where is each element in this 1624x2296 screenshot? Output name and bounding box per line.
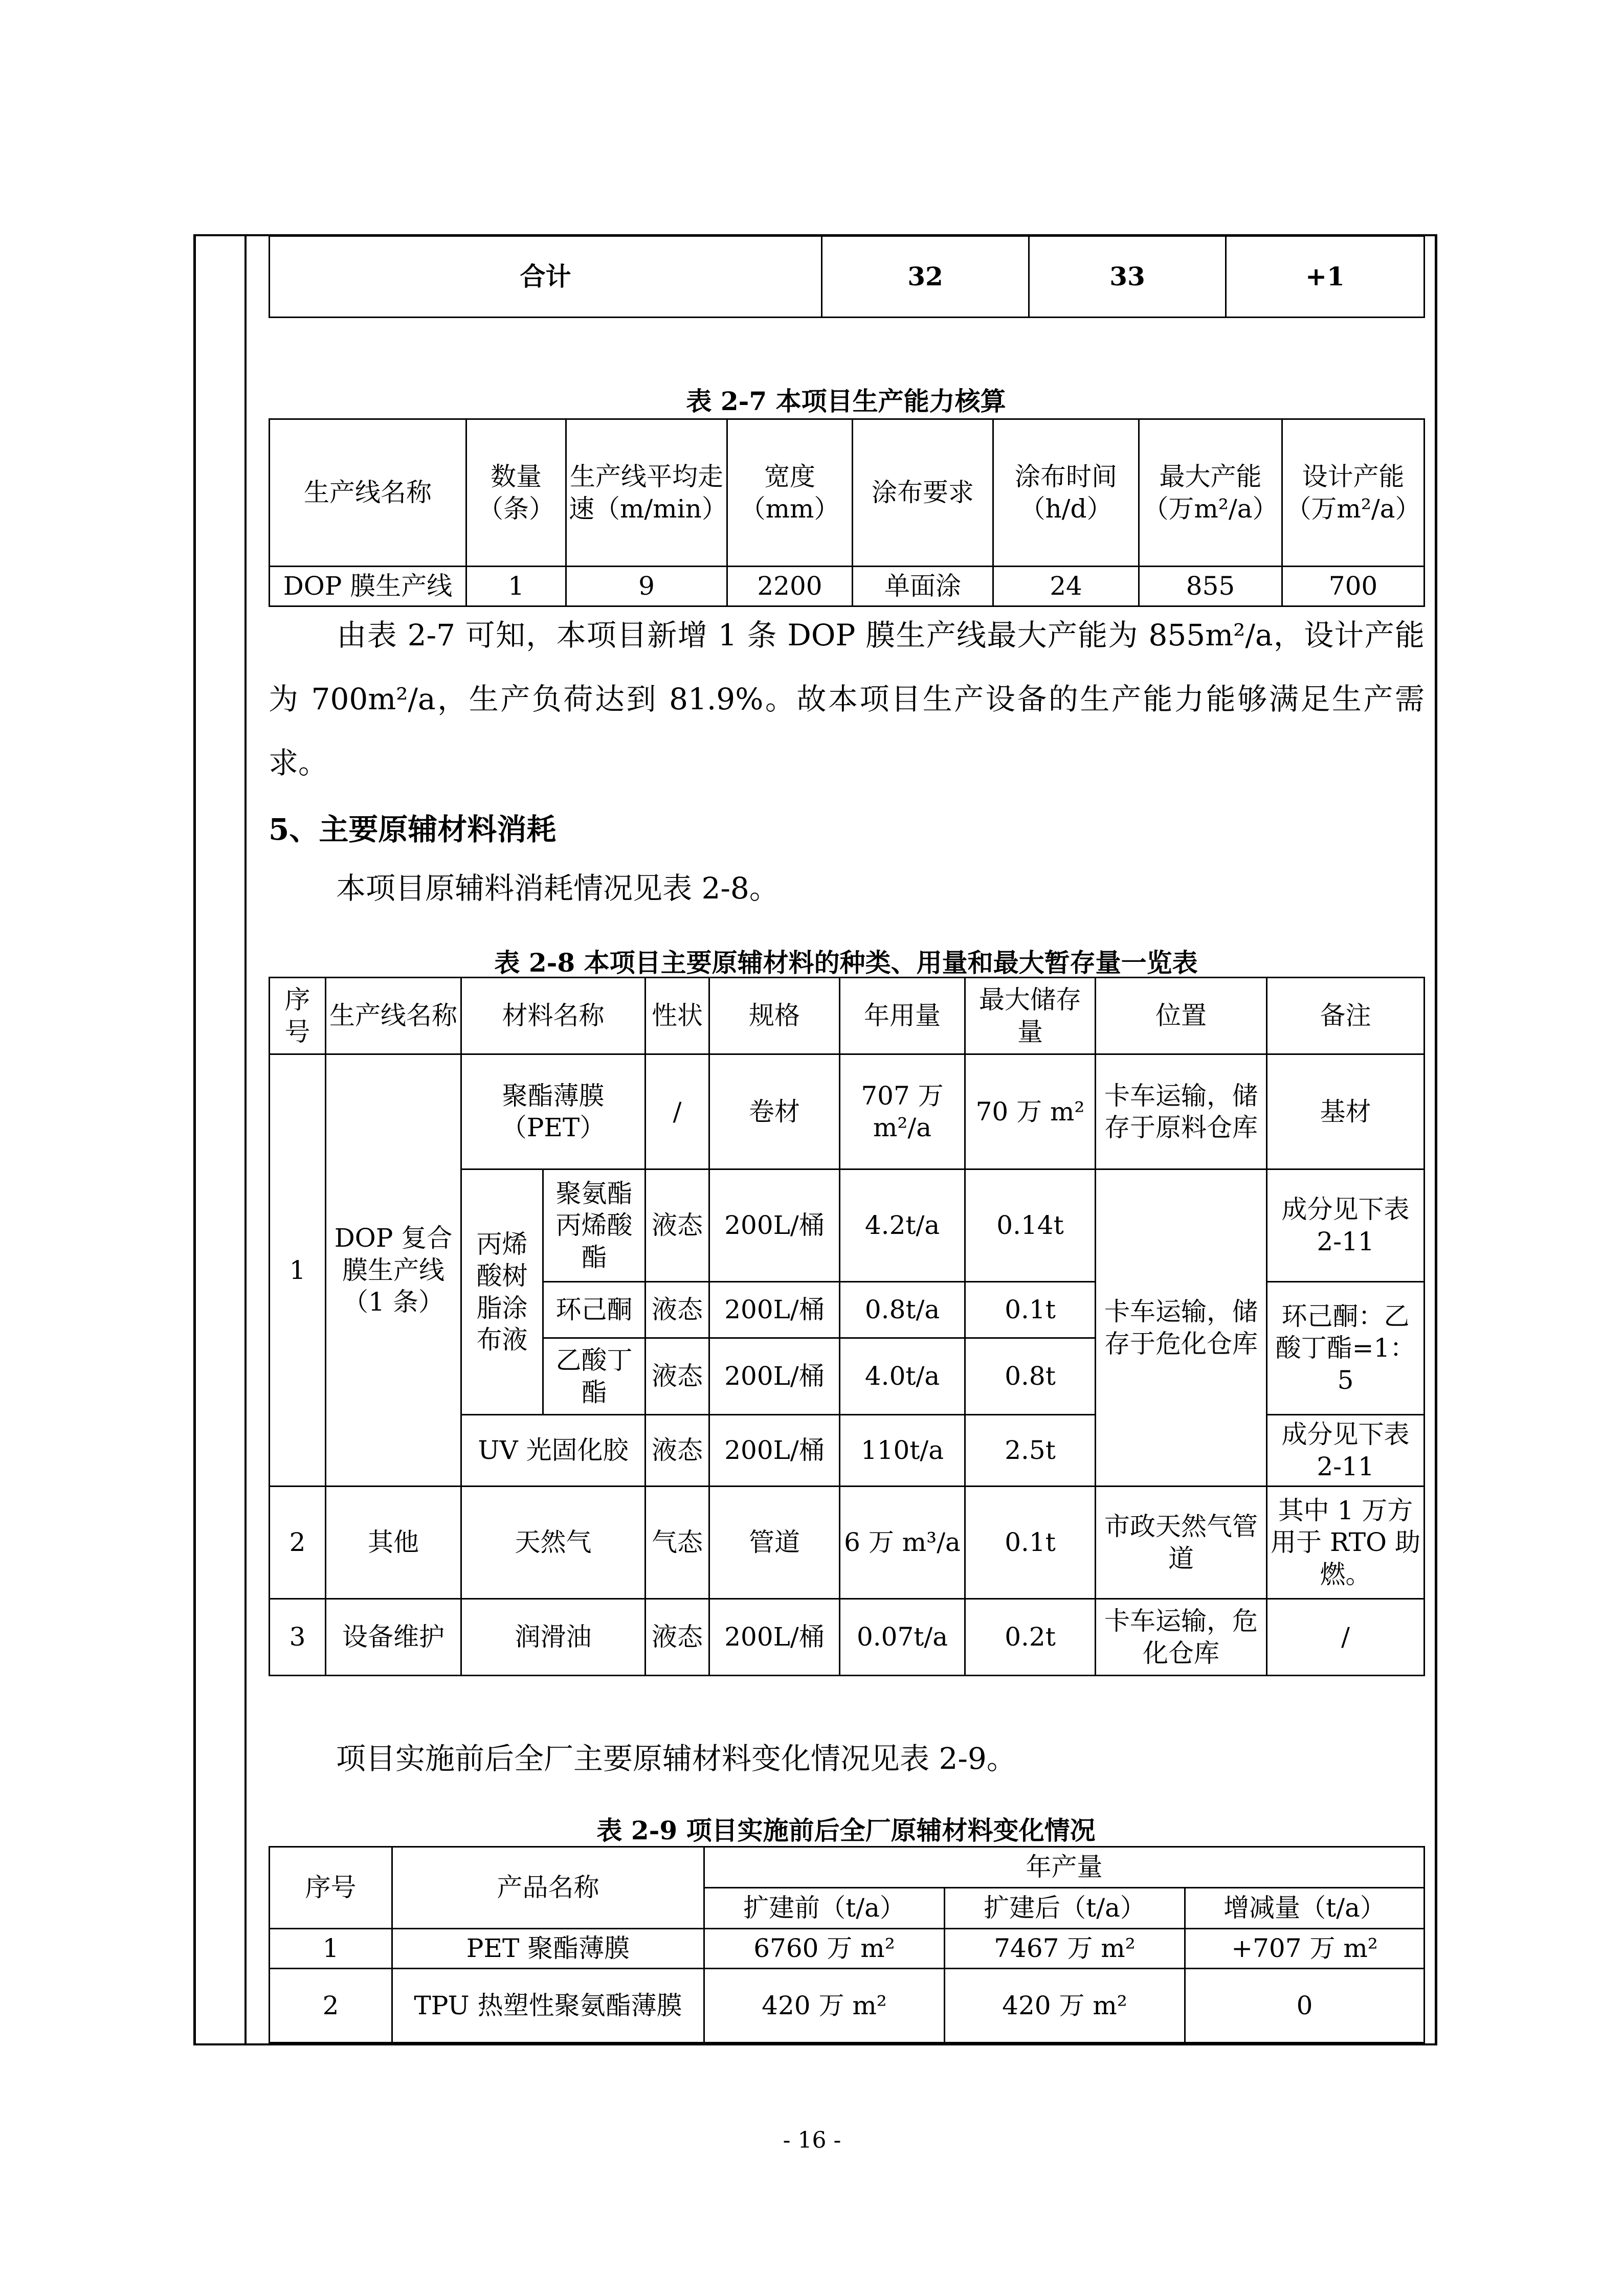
- table28-r2-loc: 市政天然气管道: [1096, 1487, 1267, 1599]
- table28-pet-name: 聚酯薄膜（PET）: [461, 1054, 646, 1169]
- table29: [269, 1846, 1425, 2043]
- total-v3: +1: [1226, 236, 1425, 318]
- table28-row-gas: [270, 1487, 1425, 1599]
- paragraph-materials-intro-text: 本项目原辅料消耗情况见表 2-8。: [336, 871, 779, 906]
- table28-r2-max: 0.1t: [965, 1487, 1096, 1599]
- table27-h-design: 设计产能（万m²/a）: [1282, 419, 1425, 567]
- section-heading-5: 5、主要原辅材料消耗: [269, 812, 557, 847]
- table28-hazard-loc: 卡车运输，储存于危化仓库: [1096, 1169, 1267, 1487]
- table29-h-after: 扩建后（t/a）: [945, 1888, 1185, 1929]
- paragraph-change-intro: [269, 1727, 1425, 1791]
- table28-pet-note: 基材: [1267, 1054, 1425, 1169]
- table28-pet-annual: 707 万 m²/a: [840, 1054, 965, 1169]
- table28-h-spec: 规格: [709, 978, 840, 1054]
- table28-r3-line: 设备维护: [326, 1599, 461, 1676]
- table29-caption: 表 2-9 项目实施前后全厂原辅材料变化情况: [596, 1815, 1096, 1845]
- table28-h-note: 备注: [1267, 978, 1425, 1054]
- table28-g1-no: 1: [270, 1054, 326, 1487]
- paragraph-change-intro-text: 项目实施前后全厂主要原辅材料变化情况见表 2-9。: [336, 1741, 1016, 1776]
- table28-r2-state: 气态: [646, 1487, 709, 1599]
- table28-h-no: 序号: [270, 978, 326, 1054]
- table29-r1-name: PET 聚酯薄膜: [392, 1929, 704, 1969]
- table28-r3-no: 3: [270, 1599, 326, 1676]
- table28-r2-annual: 6 万 m³/a: [840, 1487, 965, 1599]
- total-v2: 33: [1029, 236, 1226, 318]
- table28-pet-loc: 卡车运输，储存于原料仓库: [1096, 1054, 1267, 1169]
- table28-m3-state: 液态: [646, 1338, 709, 1415]
- total-v1: 32: [822, 236, 1029, 318]
- table-row: [270, 1969, 1425, 2043]
- paragraph-capacity-text: 由表 2-7 可知，本项目新增 1 条 DOP 膜生产线最大产能为 855m²/a，设计产能为 700m²/a，生产负荷达到 81.9%。故本项目生产设备的生产能力能够满足生产需求。: [269, 618, 1425, 780]
- table29-r2-after: 420 万 m²: [945, 1969, 1185, 2043]
- table29-h-name: 产品名称: [392, 1847, 704, 1929]
- table28-caption: 表 2-8 本项目主要原辅材料的种类、用量和最大暂存量一览表: [494, 948, 1198, 978]
- table28-r3-note: /: [1267, 1599, 1425, 1676]
- table28-m2-name: 环己酮: [543, 1282, 646, 1338]
- table28-uv-note: 成分见下表 2-11: [1267, 1415, 1425, 1487]
- total-row-table: [269, 235, 1425, 318]
- table28-m1-note: 成分见下表 2-11: [1267, 1169, 1425, 1282]
- table27-c6: 855: [1139, 567, 1282, 606]
- table28-r2-spec: 管道: [709, 1487, 840, 1599]
- table28-m3-annual: 4.0t/a: [840, 1338, 965, 1415]
- total-row: [270, 236, 1425, 318]
- table28: [269, 977, 1425, 1676]
- table28-acrylic-group: 丙烯酸树脂涂布液: [461, 1169, 543, 1415]
- table28-m2-state: 液态: [646, 1282, 709, 1338]
- table28-r2-name: 天然气: [461, 1487, 646, 1599]
- table27-c1: 1: [466, 567, 566, 606]
- table28-r3-max: 0.2t: [965, 1599, 1096, 1676]
- table28-h-annual: 年用量: [840, 978, 965, 1054]
- table28-m1-max: 0.14t: [965, 1169, 1096, 1282]
- table29-r1-before: 6760 万 m²: [704, 1929, 945, 1969]
- table27-h-width: 宽度（mm）: [727, 419, 853, 567]
- table28-r2-note: 其中 1 万方用于 RTO 助燃。: [1267, 1487, 1425, 1599]
- table28-header: [270, 978, 1425, 1054]
- table28-row-pet: [270, 1054, 1425, 1169]
- table29-h-delta: 增减量（t/a）: [1185, 1888, 1425, 1929]
- table28-r3-name: 润滑油: [461, 1599, 646, 1676]
- table28-r3-state: 液态: [646, 1599, 709, 1676]
- table27-c5: 24: [993, 567, 1139, 606]
- table28-h-line: 生产线名称: [326, 978, 461, 1054]
- table28-uv-annual: 110t/a: [840, 1415, 965, 1487]
- table27-h-speed: 生产线平均走速（m/min）: [566, 419, 727, 567]
- table28-g1-line: DOP 复合膜生产线（1 条）: [326, 1054, 461, 1487]
- table28-r3-loc: 卡车运输，危化仓库: [1096, 1599, 1267, 1676]
- table28-r2-no: 2: [270, 1487, 326, 1599]
- table28-m1-name: 聚氨酯丙烯酸酯: [543, 1169, 646, 1282]
- table28-r3-annual: 0.07t/a: [840, 1599, 965, 1676]
- table28-m1-state: 液态: [646, 1169, 709, 1282]
- table27-h-max: 最大产能（万m²/a）: [1139, 419, 1282, 567]
- table29-h-before: 扩建前（t/a）: [704, 1888, 945, 1929]
- page-number: - 16 -: [783, 2127, 841, 2153]
- paragraph-materials-intro: [269, 857, 1425, 920]
- table27-c3: 2200: [727, 567, 853, 606]
- table29-r1-no: 1: [270, 1929, 392, 1969]
- table29-r2-delta: 0: [1185, 1969, 1425, 2043]
- table28-uv-max: 2.5t: [965, 1415, 1096, 1487]
- table27-h-coat: 涂布要求: [853, 419, 993, 567]
- table29-r1-delta: +707 万 m²: [1185, 1929, 1425, 1969]
- table29-r2-no: 2: [270, 1969, 392, 2043]
- table28-m1-spec: 200L/桶: [709, 1169, 840, 1282]
- table28-h-max: 最大储存量: [965, 978, 1096, 1054]
- table27-c2: 9: [566, 567, 727, 606]
- table27: [269, 418, 1425, 607]
- table28-uv-spec: 200L/桶: [709, 1415, 840, 1487]
- table29-header-1: [270, 1847, 1425, 1888]
- table29-r2-name: TPU 热塑性聚氨酯薄膜: [392, 1969, 704, 2043]
- table27-c0: DOP 膜生产线: [270, 567, 466, 606]
- table28-r2-line: 其他: [326, 1487, 461, 1599]
- table29-h-no: 序号: [270, 1847, 392, 1929]
- table28-pet-max: 70 万 m²: [965, 1054, 1096, 1169]
- table28-m3-spec: 200L/桶: [709, 1338, 840, 1415]
- table28-row-oil: [270, 1599, 1425, 1676]
- table28-m3-max: 0.8t: [965, 1338, 1096, 1415]
- table28-h-material: 材料名称: [461, 978, 646, 1054]
- table29-h-group: 年产量: [704, 1847, 1425, 1888]
- table28-m2-spec: 200L/桶: [709, 1282, 840, 1338]
- table27-caption: 表 2-7 本项目生产能力核算: [686, 386, 1006, 416]
- table28-m23-note: 环己酮：乙酸丁酯=1：5: [1267, 1282, 1425, 1415]
- table-row: [270, 1929, 1425, 1969]
- table28-pet-state: /: [646, 1054, 709, 1169]
- table28-uv-state: 液态: [646, 1415, 709, 1487]
- table27-header: [270, 419, 1425, 567]
- table29-r2-before: 420 万 m²: [704, 1969, 945, 2043]
- table27-h-time: 涂布时间（h/d）: [993, 419, 1139, 567]
- table27-c4: 单面涂: [853, 567, 993, 606]
- table27-h-line: 生产线名称: [270, 419, 466, 567]
- table27-h-count: 数量（条）: [466, 419, 566, 567]
- table28-h-state: 性状: [646, 978, 709, 1054]
- table28-r3-spec: 200L/桶: [709, 1599, 840, 1676]
- total-label: 合计: [270, 236, 822, 318]
- paragraph-capacity: [269, 603, 1425, 795]
- table29-r1-after: 7467 万 m²: [945, 1929, 1185, 1969]
- table28-pet-spec: 卷材: [709, 1054, 840, 1169]
- table27-row: [270, 567, 1425, 606]
- table28-m3-name: 乙酸丁酯: [543, 1338, 646, 1415]
- frame-margin-line: [244, 234, 247, 2045]
- table28-uv-name: UV 光固化胶: [461, 1415, 646, 1487]
- table27-c7: 700: [1282, 567, 1425, 606]
- table28-m2-max: 0.1t: [965, 1282, 1096, 1338]
- table28-m2-annual: 0.8t/a: [840, 1282, 965, 1338]
- table28-m1-annual: 4.2t/a: [840, 1169, 965, 1282]
- table28-h-loc: 位置: [1096, 978, 1267, 1054]
